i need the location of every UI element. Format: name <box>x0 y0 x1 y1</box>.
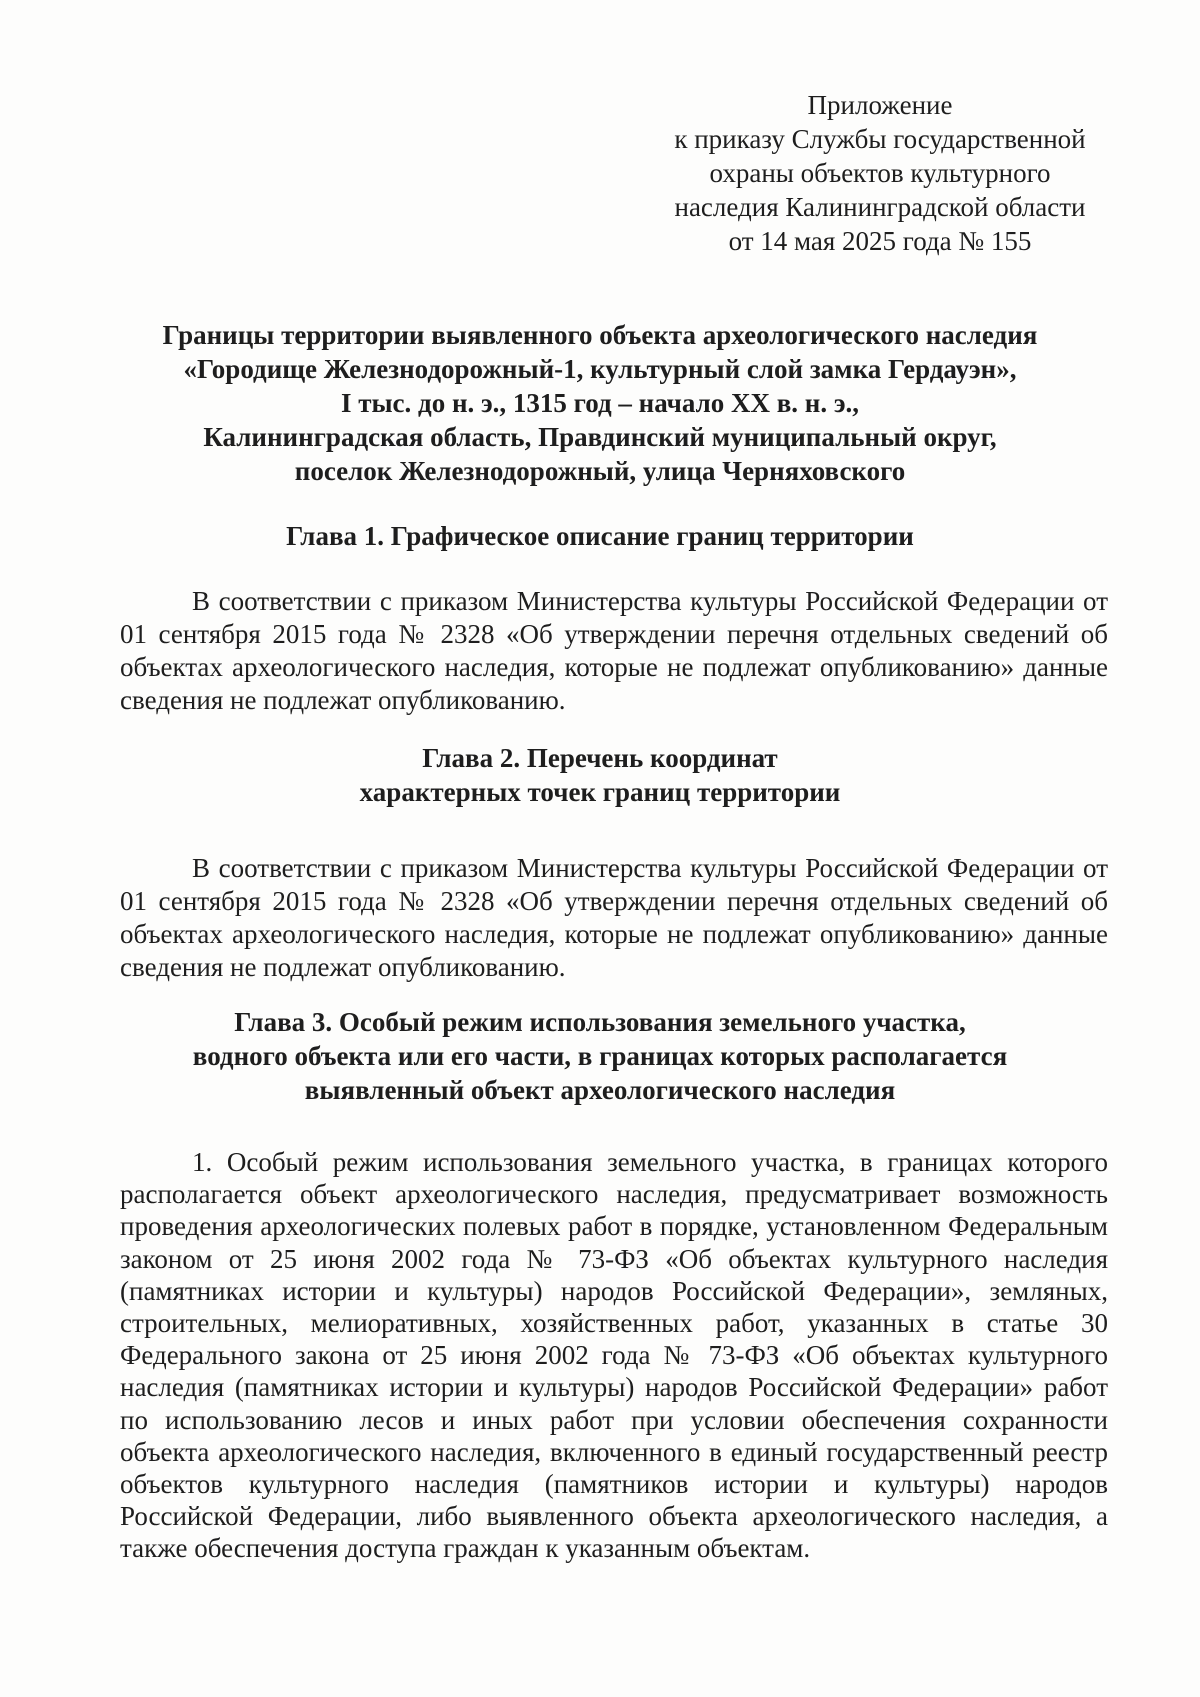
chapter3-heading <box>60 1005 1140 1107</box>
heading-line: Глава 1. Графическое описание границ территории <box>286 521 914 551</box>
appendix-line: наследия Калининградской области <box>674 192 1086 222</box>
heading-line: Глава 2. Перечень координат <box>422 743 778 773</box>
chapter2-heading <box>60 741 1140 809</box>
appendix-line: Приложение <box>807 90 953 120</box>
title-line: Калининградская область, Правдинский муниципальный округ, <box>203 422 997 452</box>
chapter1-heading <box>60 519 1140 553</box>
chapter3-paragraph: 1. Особый режим использования земельного участка, в границах которого располагается объект археологического наследия, предусматривает возможность проведения археологических полевых работ в порядке, установленном Федеральным законом от 25 июня 2002 года № 73-ФЗ «Об объектах культурного наследия (памятниках истории и культуры) народов Российской Федерации», земляных, строительных, мелиоративных, хозяйственных работ, указанных в статье 30 Федерального закона от 25 июня 2002 года № 73-ФЗ «Об объектах культурного наследия (памятниках истории и культуры) народов Российской Федерации» работ по использованию лесов и иных работ при условии обеспечения сохранности объекта археологического наследия, включенного в единый государственный реестр объектов культурного наследия (памятников истории и культуры) народов Российской Федерации, либо выявленного объекта археологического наследия, а также обеспечения доступа граждан к указанным объектам. <box>120 1147 1108 1564</box>
title-line: I тыс. до н. э., 1315 год – начало XX в. н. э., <box>340 388 860 418</box>
title-line: Границы территории выявленного объекта археологического наследия <box>162 320 1038 350</box>
title-line: поселок Железнодорожный, улица Черняховского <box>294 456 906 486</box>
chapter2-paragraph: В соответствии с приказом Министерства культуры Российской Федерации от 01 сентября 2015 года № 2328 «Об утверждении перечня отдельных сведений об объектах археологического наследия, которые не подлежат опубликованию» данные сведения не подлежат опубликованию. <box>120 853 1108 982</box>
heading-line: Глава 3. Особый режим использования земельного участка, <box>234 1007 966 1037</box>
heading-line: характерных точек границ территории <box>359 777 841 807</box>
heading-line: водного объекта или его части, в границах которых располагается <box>192 1041 1008 1071</box>
appendix-header <box>600 88 1160 258</box>
appendix-line: к приказу Службы государственной <box>674 124 1086 154</box>
appendix-line: от 14 мая 2025 года № 155 <box>728 226 1032 256</box>
heading-line: выявленный объект археологического наследия <box>304 1075 896 1105</box>
title-line: «Городище Железнодорожный-1, культурный слой замка Гердауэн», <box>183 354 1017 384</box>
chapter1-paragraph: В соответствии с приказом Министерства культуры Российской Федерации от 01 сентября 2015 года № 2328 «Об утверждении перечня отдельных сведений об объектах археологического наследия, которые не подлежат опубликованию» данные сведения не подлежат опубликованию. <box>120 586 1108 715</box>
appendix-line: охраны объектов культурного <box>709 158 1051 188</box>
document-title <box>60 318 1140 488</box>
